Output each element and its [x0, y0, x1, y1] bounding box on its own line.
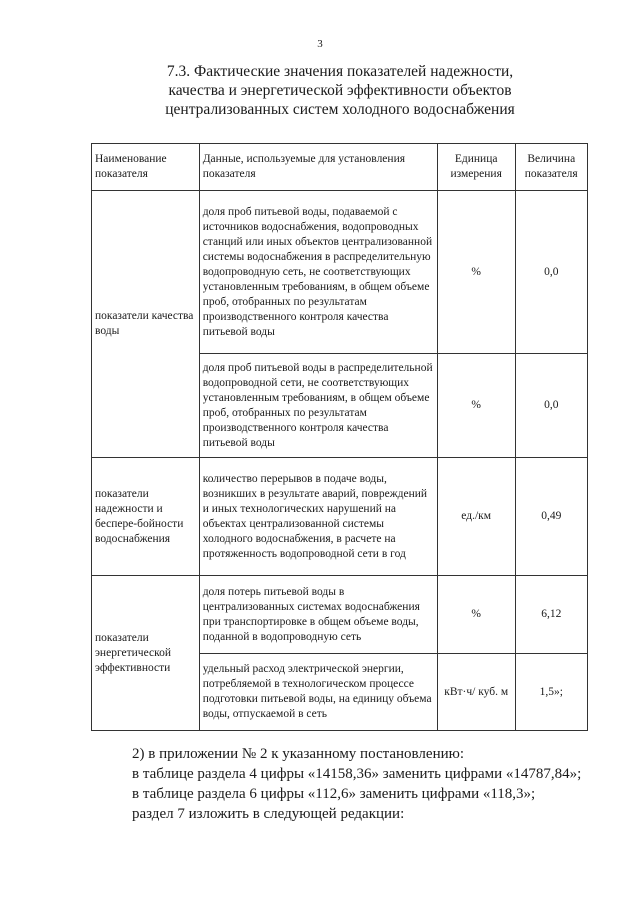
- row-data: доля проб питьевой воды, подаваемой с источников водоснабжения, водопроводных станций или иных объектов централизованной системы водоснабжения в распределительную водопроводную сеть, не соответствующих установленным требованиям, в общем объеме проб, отобранных по результатам производственного контроля качества питьевой воды: [199, 191, 437, 354]
- table-row: [92, 191, 588, 354]
- amendment-line: в таблице раздела 4 цифры «14158,36» заменить цифрами «14787,84»;: [132, 766, 582, 782]
- group-name-energy: показатели энергетической эффективности: [92, 576, 200, 731]
- page-number: 3: [317, 38, 323, 50]
- indicators-table: [91, 143, 588, 731]
- amendment-line: раздел 7 изложить в следующей редакции:: [132, 806, 405, 822]
- amendment-text: [132, 744, 602, 824]
- section-title-line: централизованных систем холодного водоснабжения: [165, 101, 515, 118]
- group-name-reliability: показатели надежности и беспере-бойности водоснабжения: [92, 458, 200, 576]
- header-unit: Единица измерения: [437, 144, 515, 191]
- row-data: удельный расход электрической энергии, потребляемой в технологическом процессе подготовки питьевой воды, на единицу объема воды, отпускаемой в сеть: [199, 654, 437, 731]
- row-unit: %: [437, 354, 515, 458]
- row-value: 6,12: [515, 576, 588, 654]
- row-value: 0,49: [515, 458, 588, 576]
- table-row: [92, 458, 588, 576]
- header-data: Данные, используемые для установления показателя: [199, 144, 437, 191]
- row-data: количество перерывов в подаче воды, возникших в результате аварий, повреждений и иных технологических нарушений на объектах централизованной системы холодного водоснабжения, в расчете на протяженность водопроводной сети в год: [199, 458, 437, 576]
- amendment-line: 2) в приложении № 2 к указанному постановлению:: [132, 746, 464, 762]
- row-unit: %: [437, 576, 515, 654]
- group-name-quality: показатели качества воды: [92, 191, 200, 458]
- header-value: Величина показателя: [515, 144, 588, 191]
- row-data: доля проб питьевой воды в распределительной водопроводной сети, не соответствующих установленным требованиям, в общем объеме проб, отобранных по результатам производственного контроля качества питьевой воды: [199, 354, 437, 458]
- header-name: Наименование показателя: [92, 144, 200, 191]
- section-title-line: 7.3. Фактические значения показателей надежности,: [166, 63, 514, 80]
- row-unit: ед./км: [437, 458, 515, 576]
- row-value: 0,0: [515, 354, 588, 458]
- row-unit: %: [437, 191, 515, 354]
- row-unit: кВт·ч/ куб. м: [437, 654, 515, 731]
- amendment-line: в таблице раздела 6 цифры «112,6» заменить цифрами «118,3»;: [132, 786, 536, 802]
- table-row: [92, 576, 588, 654]
- row-data: доля потерь питьевой воды в централизованных системах водоснабжения при транспортировке в общем объеме воды, поданной в водопроводную сеть: [199, 576, 437, 654]
- table-header-row: [92, 144, 588, 191]
- section-title: [130, 62, 550, 119]
- row-value: 0,0: [515, 191, 588, 354]
- section-title-line: качества и энергетической эффективности объектов: [168, 82, 512, 99]
- row-value: 1,5»;: [515, 654, 588, 731]
